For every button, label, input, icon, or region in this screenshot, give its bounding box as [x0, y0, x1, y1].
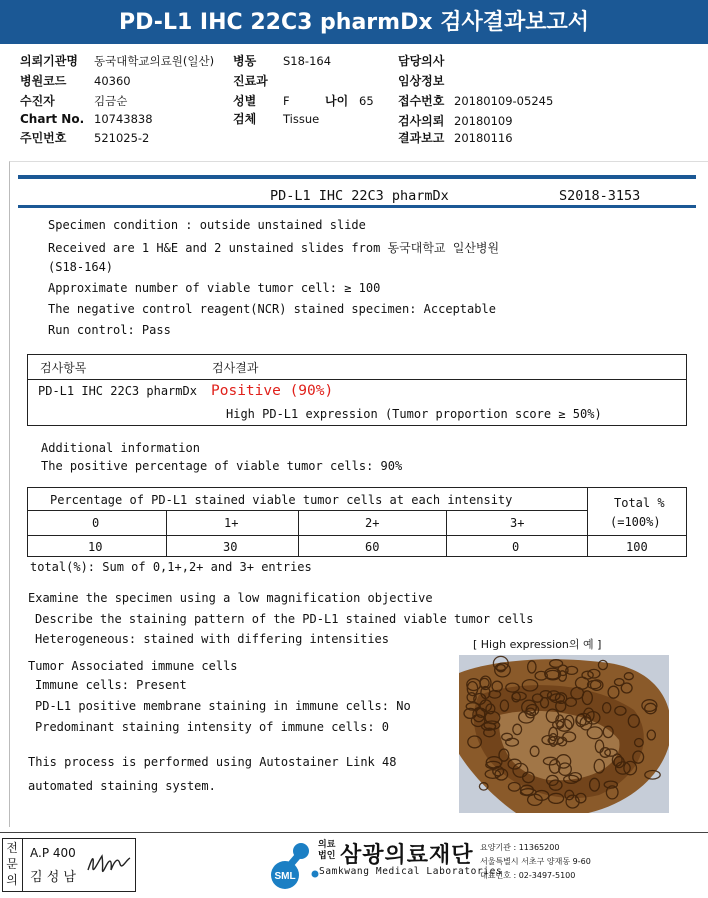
lab-name: 삼광의료재단 [340, 843, 474, 868]
examine-describe: Describe the staining pattern of the PD-L1 stained viable tumor cells [35, 612, 534, 626]
report-top-divider [18, 175, 696, 179]
patient-value: 김금순 [94, 94, 128, 108]
lab-english-name: Samkwang Medical Laboratories [319, 866, 503, 877]
report-title-divider [18, 205, 696, 208]
ward-value: S18-164 [283, 54, 332, 68]
lab-prefix-top: 의료 [318, 840, 336, 850]
result-positive: Positive (90%) [211, 383, 334, 399]
hospital-code-value: 40360 [94, 74, 131, 88]
immune-present: Immune cells: Present [35, 678, 187, 692]
report-date-value: 20180116 [454, 131, 513, 145]
pathologist-name: 김 성 남 [30, 870, 76, 885]
clinical-label: 임상정보 [398, 74, 445, 88]
level-1plus: 1+ [224, 516, 239, 530]
process-line-1: This process is performed using Autostainer Link 48 [28, 755, 397, 769]
specimen-value: Tissue [283, 112, 320, 126]
additional-text: The positive percentage of viable tumor cells: 90% [41, 459, 403, 473]
level-0: 0 [92, 516, 100, 530]
value-total: 100 [626, 540, 648, 554]
hospital-value: 동국대학교의료원(일산) [94, 54, 215, 68]
table-col-rule-2 [298, 510, 299, 556]
process-line-2: automated staining system. [28, 779, 216, 793]
lab-address: 서울특별시 서초구 양재동 9-60 [480, 857, 591, 866]
result-col-result-header: 검사결과 [212, 361, 259, 375]
sex-label: 성별 [233, 94, 257, 108]
level-3plus: 3+ [510, 516, 525, 530]
id-value: 521025-2 [94, 131, 150, 145]
lab-prefix [318, 840, 335, 862]
reception-label: 접수번호 [398, 94, 445, 108]
immune-membrane: PD-L1 positive membrane staining in immune cells: No [35, 699, 411, 713]
high-expression-micrograph [459, 655, 669, 813]
received-slides: Received are 1 H&E and 2 unstained slides from 동국대학교 일산병원 [48, 241, 500, 255]
sex-value: F [283, 94, 290, 108]
request-value: 20180109 [454, 114, 513, 128]
age-label: 나이 [325, 94, 349, 108]
table-header-rule [28, 510, 587, 511]
value-2plus: 60 [365, 540, 380, 554]
id-label: 주민번호 [20, 131, 67, 145]
immune-intensity: Predominant staining intensity of immune cells: 0 [35, 720, 390, 734]
report-date-label: 결과보고 [398, 131, 445, 145]
lab-phone: 대표번호 : 02-3497-5100 [480, 871, 576, 880]
value-3plus: 0 [512, 540, 520, 554]
sml-logo-icon [265, 838, 323, 890]
table-col-rule-3 [446, 510, 447, 556]
age-value: 65 [359, 94, 374, 108]
chart-label: Chart No. [20, 112, 85, 126]
chart-value: 10743838 [94, 112, 153, 126]
table-col-rule-1 [166, 510, 167, 556]
value-0: 10 [88, 540, 103, 554]
ward-reference: (S18-164) [48, 260, 114, 274]
examine-heterogeneous: Heterogeneous: stained with differing intensities [35, 632, 390, 646]
table-note: total(%): Sum of 0,1+,2+ and 3+ entries [30, 560, 312, 574]
viable-tumor-count: Approximate number of viable tumor cell: ≥ 100 [48, 281, 381, 295]
ward-label: 병동 [233, 54, 257, 68]
total-header: Total % [614, 496, 665, 510]
report-title: PD-L1 IHC 22C3 pharmDx 검사결과보고서 [0, 0, 708, 44]
request-label: 검사의뢰 [398, 114, 445, 128]
lab-code: 요양기관 : 11365200 [480, 843, 560, 852]
result-test-item: PD-L1 IHC 22C3 pharmDx [38, 384, 197, 398]
immune-title: Tumor Associated immune cells [28, 659, 238, 673]
ncr-status: The negative control reagent(NCR) stained specimen: Acceptable [48, 302, 496, 316]
specialist-label: 전문의 [6, 841, 18, 887]
examine-title: Examine the specimen using a low magnification objective [28, 591, 433, 605]
intensity-table-header: Percentage of PD-L1 stained viable tumor cells at each intensity [50, 493, 513, 507]
logo-text: SML [274, 871, 296, 882]
result-interpretation: High PD-L1 expression (Tumor proportion score ≥ 50%) [226, 407, 602, 421]
doctor-label: 담당의사 [398, 54, 445, 68]
value-1plus: 30 [223, 540, 238, 554]
level-2plus: 2+ [365, 516, 380, 530]
table-row-rule [28, 535, 686, 536]
result-col-item-header: 검사항목 [40, 361, 87, 375]
specimen-condition: Specimen condition : outside unstained slide [48, 218, 366, 232]
signature-box-separator [22, 839, 23, 891]
additional-title: Additional information [41, 441, 200, 455]
specimen-label: 검체 [233, 112, 257, 126]
lab-prefix-bottom: 법인 [318, 851, 336, 861]
dept-label: 진료과 [233, 74, 268, 88]
patient-label: 수진자 [20, 94, 55, 108]
result-box-divider [28, 379, 686, 380]
run-control: Run control: Pass [48, 323, 171, 337]
table-total-separator [587, 488, 588, 556]
hospital-code-label: 병원코드 [20, 74, 67, 88]
report-case-number: S2018-3153 [559, 188, 641, 204]
report-test-name: PD-L1 IHC 22C3 pharmDx [270, 188, 449, 204]
hospital-label: 의뢰기관명 [20, 54, 78, 68]
reception-value: 20180109-05245 [454, 94, 554, 108]
ap-number: A.P 400 [30, 846, 76, 860]
footer-divider [0, 832, 708, 833]
handwritten-signature [84, 848, 134, 882]
image-caption: [ High expression의 예 ] [473, 638, 602, 651]
total-subheader: (=100%) [610, 515, 661, 529]
